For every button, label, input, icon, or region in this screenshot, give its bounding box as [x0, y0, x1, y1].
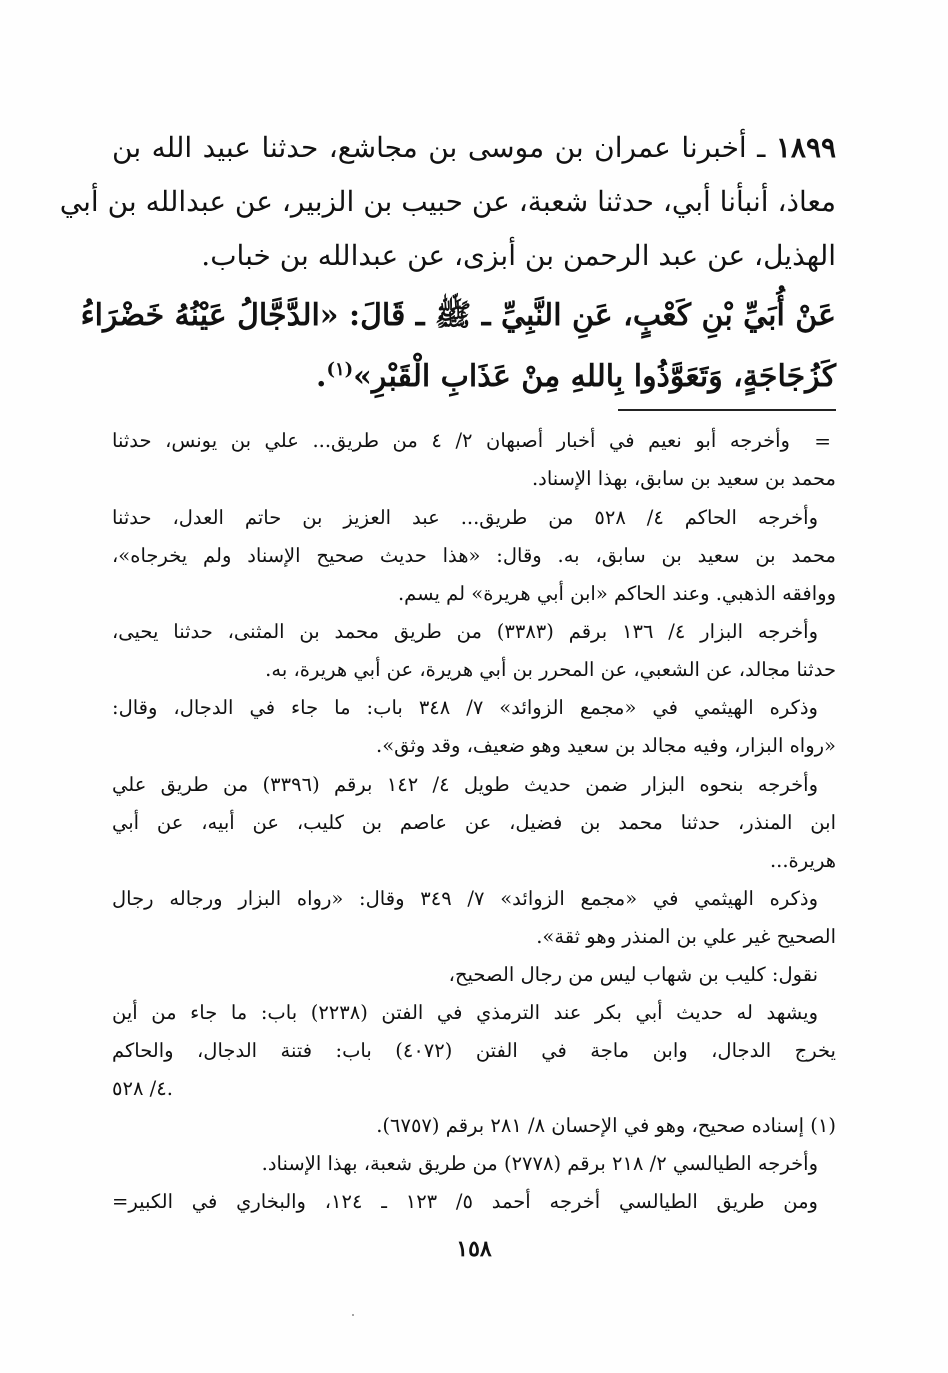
- footnote-line: وأخرجه أبو نعيم في أخبار أصبهان ٢/ ٤ من طريق... علي بن يونس، حدثنا: [112, 429, 790, 452]
- scan-speck: [352, 1314, 354, 1316]
- footnote-line: وذكره الهيثمي في «مجمع الزوائد» ٧/ ٣٤٨ باب: ما جاء في الدجال، وقال:: [112, 696, 818, 719]
- footnote-line: الصحيح غير علي بن المنذر وهو ثقة».: [536, 925, 836, 948]
- footnote-line: وأخرجه الطيالسي ٢/ ٢١٨ برقم (٢٧٧٨) من طريق شعبة، بهذا الإسناد.: [261, 1152, 818, 1175]
- hadith-line-1: عَنْ أُبَيِّ بْنِ كَعْبٍ، عَنِ النَّبِيِّ ـ ﷺ ـ قَالَ: «الدَّجَّالُ عَيْنُهُ خَضْرَاءُ: [80, 298, 836, 333]
- footnote-separator: [618, 409, 836, 411]
- footnote-line: وأخرجه الحاكم ٤/ ٥٢٨ من طريق... عبد العزيز بن حاتم العدل، حدثنا: [112, 506, 818, 529]
- footnote-line: «رواه البزار، وفيه مجالد بن سعيد وهو ضعيف، وقد وثق».: [376, 734, 836, 757]
- footnote-line: يخرج الدجال، وابن ماجة في الفتن (٤٠٧٢) باب: فتنة الدجال، والحاكم: [112, 1039, 836, 1062]
- footnote-reference: (١): [326, 359, 354, 380]
- main-text-line-3: الهذيل، عن عبد الرحمن بن أبزى، عن عبدالله بن خباب.: [201, 239, 836, 272]
- page-number: ١٥٨: [456, 1236, 492, 1262]
- hadith-number: ١٨٩٩: [775, 131, 837, 164]
- footnote-line: هريرة...: [769, 849, 836, 872]
- footnote-line: ٤/ ٥٢٨.: [112, 1077, 173, 1100]
- footnote-line: حدثنا مجالد، عن الشعبي، عن المحرر بن أبي هريرة، عن أبي هريرة، به.: [265, 658, 836, 681]
- footnote-line: محمد بن سعيد بن سابق، بهذا الإسناد.: [531, 467, 836, 490]
- main-text-line-2: معاذ، أنبأنا أبي، حدثنا شعبة، عن حبيب بن الزبير، عن عبدالله بن أبي: [59, 185, 836, 218]
- main-text-line-1-content: ـ أخبرنا عمران بن موسى بن مجاشع، حدثنا عبيد الله بن: [112, 131, 766, 164]
- footnote-line: محمد بن سعيد بن سابق، به. وقال: «هذا حديث صحيح الإسناد ولم يخرجاه»،: [112, 544, 836, 567]
- footnote-line: وأخرجه البزار ٤/ ١٣٦ برقم (٣٣٨٣) من طريق محمد بن المثنى، حدثنا يحيى،: [112, 620, 818, 643]
- footnote-line: ومن طريق الطيالسي أخرجه أحمد ٥/ ١٢٣ ـ ١٢٤، والبخاري في الكبير=: [112, 1190, 818, 1213]
- footnote-line: نقول: كليب بن شهاب ليس من رجال الصحيح،: [448, 963, 818, 986]
- hadith-line-2-end: .: [315, 359, 327, 394]
- main-text-line-1: [112, 128, 836, 168]
- footnote-line: (١) إسناده صحيح، وهو في الإحسان ٨/ ٢٨١ برقم (٦٧٥٧).: [376, 1114, 836, 1137]
- footnote-line: ابن المنذر، حدثنا محمد بن فضيل، عن عاصم بن كليب، عن أبيه، عن أبي: [112, 811, 836, 834]
- hadith-line-2: [112, 348, 836, 399]
- footnote-line: ووافقه الذهبي. وعند الحاكم «ابن أبي هريرة» لم يسم.: [397, 582, 836, 605]
- footnote-line: وأخرجه بنحوه البزار ضمن حديث طويل ٤/ ١٤٢ برقم (٣٣٩٦) من طريق علي: [112, 773, 818, 796]
- continuation-mark: =: [814, 429, 831, 453]
- footnote-line: وذكره الهيثمي في «مجمع الزوائد» ٧/ ٣٤٩ وقال: «رواه البزار ورجاله رجال: [112, 887, 818, 910]
- footnote-line: ويشهد له حديث أبي بكر عند الترمذي في الفتن (٢٢٣٨) باب: ما جاء من أين: [112, 1001, 818, 1024]
- hadith-line-2-content: كَزُجَاجَةٍ، وَتَعَوَّذُوا بِاللهِ مِنْ عَذَابِ الْقَبْرِ»: [353, 359, 836, 394]
